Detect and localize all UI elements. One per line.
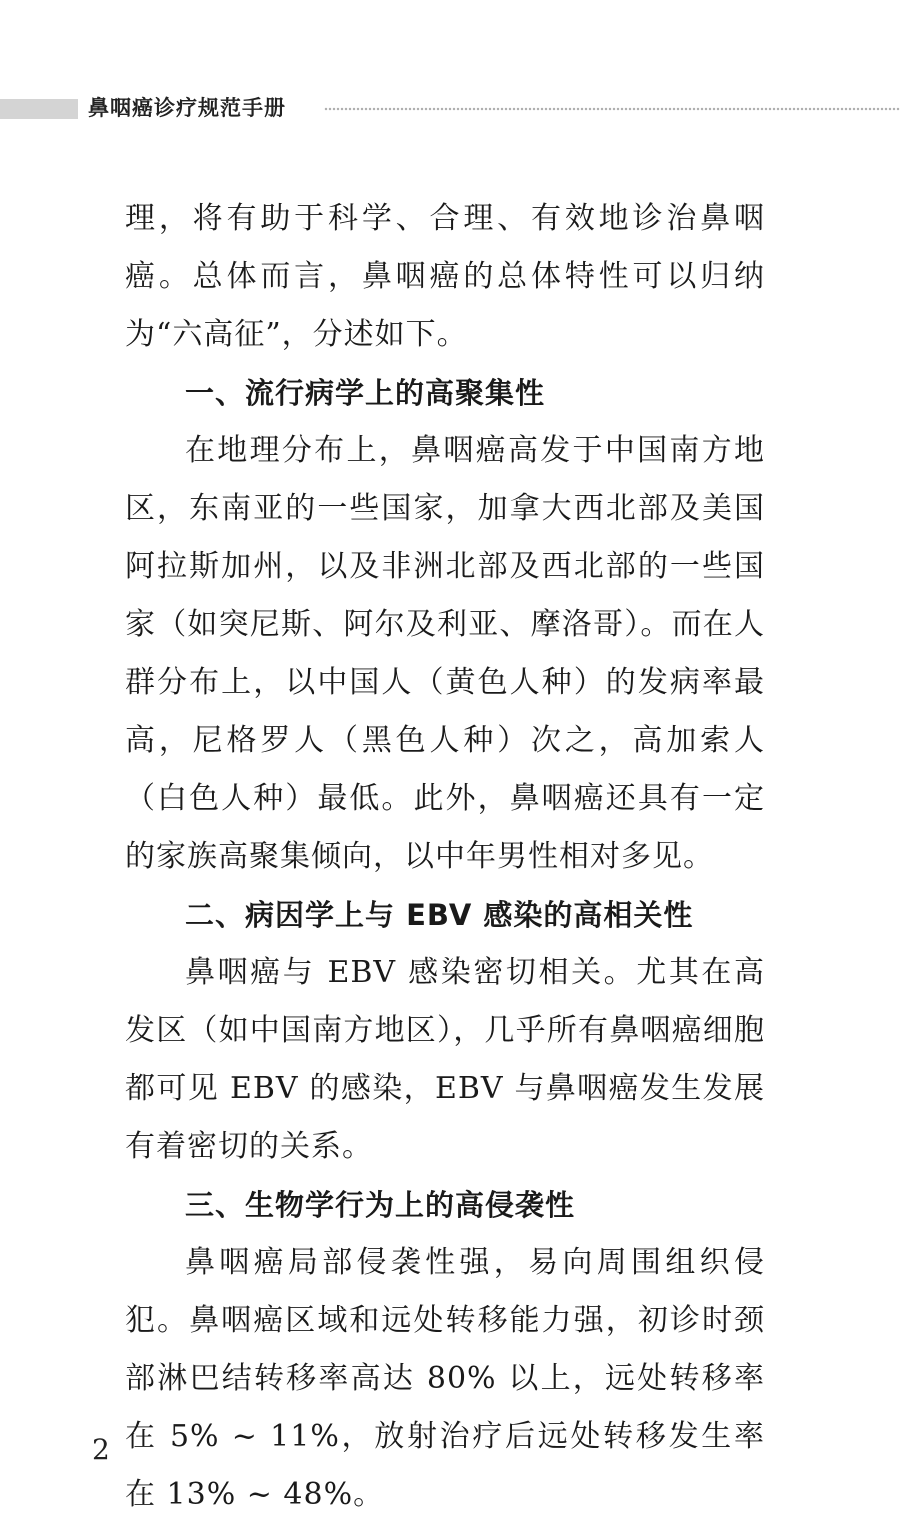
section-heading-2: 二、病因学上与 EBV 感染的高相关性 [185, 898, 694, 932]
paragraph-epidemiology: 在地理分布上，鼻咽癌高发于中国南方地区，东南亚的一些国家，加拿大西北部及美国阿拉斯加州，以及非洲北部及西北部的一些国家（如突尼斯、阿尔及利亚、摩洛哥）。而在人群分布上，以中国人（黄色人种）的发病率最高，尼格罗人（黑色人种）次之，高加索人（白色人种）最低。此外，鼻咽癌还具有一定的家族高聚集倾向，以中年男性相对多见。 [125, 433, 765, 874]
section-heading-1: 一、流行病学上的高聚集性 [185, 376, 546, 410]
section-heading-3: 三、生物学行为上的高侵袭性 [185, 1188, 576, 1222]
page-body [125, 190, 765, 1524]
page-number: 2 [92, 1433, 110, 1466]
header-title: 鼻咽癌诊疗规范手册 [88, 96, 286, 120]
running-header [0, 97, 900, 123]
header-grey-block [0, 99, 78, 119]
paragraph-intro-continued: 理，将有助于科学、合理、有效地诊治鼻咽癌。总体而言，鼻咽癌的总体特性可以归纳为“六高征”，分述如下。 [125, 201, 765, 352]
paragraph-ebv: 鼻咽癌与 EBV 感染密切相关。尤其在高发区（如中国南方地区），几乎所有鼻咽癌细胞都可见 EBV 的感染，EBV 与鼻咽癌发生发展有着密切的关系。 [125, 955, 765, 1164]
header-dotted-rule [324, 107, 900, 113]
paragraph-invasiveness: 鼻咽癌局部侵袭性强，易向周围组织侵犯。鼻咽癌区域和远处转移能力强，初诊时颈部淋巴结转移率高达 80% 以上，远处转移率在 5% ~ 11%，放射治疗后远处转移发生率在 13% ~ 48%。 [125, 1245, 765, 1512]
